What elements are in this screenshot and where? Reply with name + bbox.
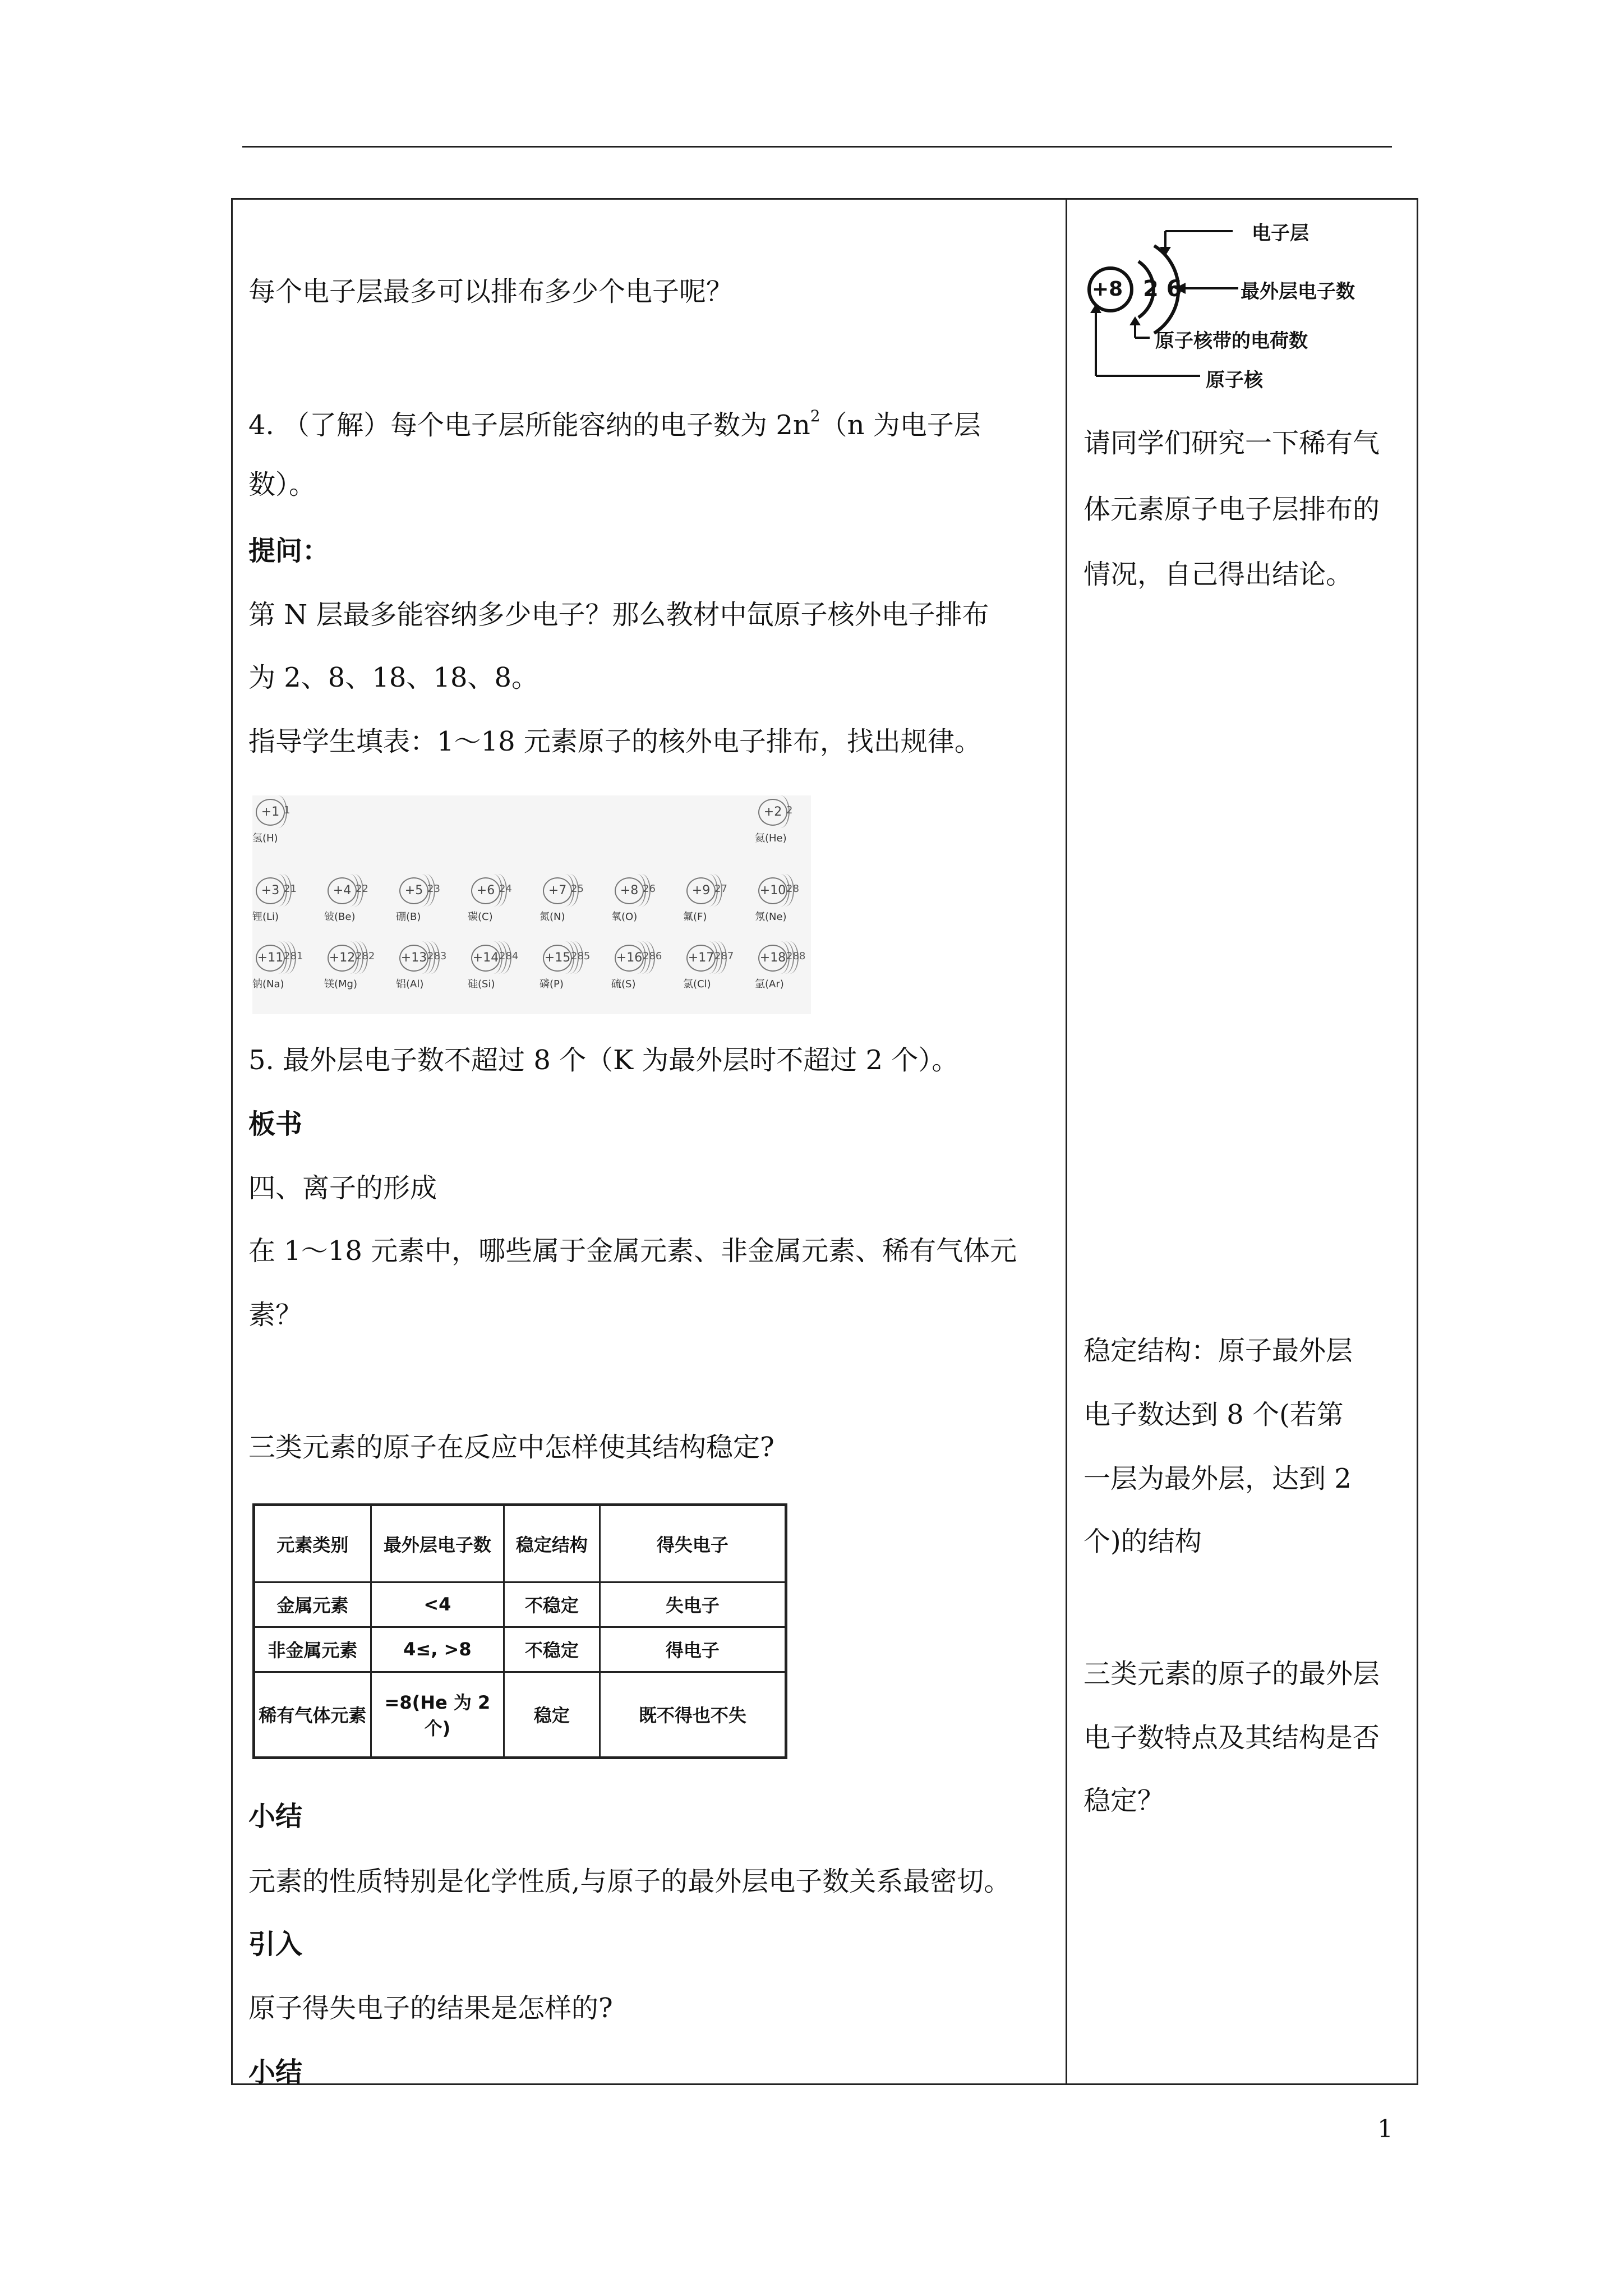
table-header: 元素类别 bbox=[254, 1505, 371, 1582]
atom-nucleus: +8 bbox=[615, 877, 644, 904]
question-element-types-line2: 素？ bbox=[248, 1299, 303, 1331]
atom-config: 2 bbox=[786, 804, 793, 816]
right-note-2-line4: 个)的结构 bbox=[1083, 1526, 1202, 1557]
page-number: 1 bbox=[1377, 2115, 1393, 2143]
atom-config: 283 bbox=[427, 950, 447, 962]
right-note-2-line3: 一层为最外层，达到 2 bbox=[1083, 1463, 1352, 1494]
atom-item bbox=[324, 941, 391, 993]
table-cell: 失电子 bbox=[600, 1582, 786, 1627]
diagram-label-shell: 电子层 bbox=[1252, 222, 1309, 245]
atom-name: 硼(B) bbox=[396, 911, 421, 923]
diagram-label-nucleus: 原子核 bbox=[1206, 369, 1263, 392]
atom-nucleus: +12 bbox=[328, 945, 357, 972]
table-cell: 既不得也不失 bbox=[600, 1672, 786, 1757]
right-note-1-line1: 请同学们研究一下稀有气 bbox=[1083, 427, 1380, 459]
table-cell: 不稳定 bbox=[504, 1627, 600, 1672]
atom-item bbox=[755, 941, 822, 993]
atom-item bbox=[252, 941, 320, 993]
heading-tiwen: 提问： bbox=[248, 535, 330, 567]
atom-config: 22 bbox=[356, 883, 368, 895]
atom-item bbox=[683, 874, 750, 926]
table-cell: 非金属元素 bbox=[254, 1627, 371, 1672]
diagram-shell-counts: 2 6 bbox=[1143, 276, 1182, 302]
atom-config: 24 bbox=[499, 883, 512, 895]
right-note-1-line2: 体元素原子电子层排布的 bbox=[1083, 494, 1380, 525]
diagram-nucleus-value: +8 bbox=[1092, 278, 1123, 301]
table-header: 得失电子 bbox=[600, 1505, 786, 1582]
heading-xiaojie-2: 小结 bbox=[248, 2056, 303, 2088]
question-n-shell-line1: 第 N 层最多能容纳多少电子？那么教材中氙原子核外电子排布 bbox=[248, 599, 989, 631]
atom-name: 锂(Li) bbox=[252, 911, 279, 923]
atom-nucleus: +13 bbox=[399, 945, 428, 972]
atom-item bbox=[324, 874, 391, 926]
question-gain-lose: 原子得失电子的结果是怎样的? bbox=[248, 1993, 613, 2024]
atom-config: 286 bbox=[643, 950, 662, 962]
atom-item bbox=[683, 941, 750, 993]
atom-config: 284 bbox=[499, 950, 519, 962]
atom-config: 25 bbox=[571, 883, 584, 895]
atom-config: 26 bbox=[643, 883, 656, 895]
atom-nucleus: +1 bbox=[256, 799, 285, 826]
column-divider bbox=[1066, 198, 1067, 2085]
atom-nucleus: +3 bbox=[256, 877, 285, 904]
atom-nucleus: +6 bbox=[471, 877, 500, 904]
atom-nucleus: +17 bbox=[686, 945, 716, 972]
atom-config: 285 bbox=[571, 950, 591, 962]
atom-name: 铝(Al) bbox=[396, 978, 424, 990]
atom-name: 氟(F) bbox=[683, 911, 707, 923]
atom-item bbox=[252, 795, 320, 847]
atom-config: 1 bbox=[284, 804, 291, 816]
atom-item bbox=[611, 874, 679, 926]
atom-item bbox=[611, 941, 679, 993]
atom-nucleus: +5 bbox=[399, 877, 428, 904]
atom-config: 288 bbox=[786, 950, 806, 962]
atom-nucleus: +15 bbox=[543, 945, 572, 972]
element-category-table bbox=[252, 1503, 787, 1759]
atom-nucleus: +16 bbox=[615, 945, 644, 972]
table-row bbox=[254, 1627, 786, 1672]
section-ion-formation: 四、离子的形成 bbox=[248, 1172, 437, 1204]
atom-config: 281 bbox=[284, 950, 303, 962]
table-cell: =8(He 为 2 个) bbox=[371, 1672, 504, 1757]
atom-nucleus: +11 bbox=[256, 945, 285, 972]
atom-nucleus: +7 bbox=[543, 877, 572, 904]
atom-nucleus: +9 bbox=[686, 877, 716, 904]
atom-structure-figure bbox=[252, 795, 811, 1014]
atom-nucleus: +18 bbox=[758, 945, 787, 972]
diagram-label-charge: 原子核带的电荷数 bbox=[1155, 330, 1308, 352]
table-cell: 稀有气体元素 bbox=[254, 1672, 371, 1757]
atom-config: 21 bbox=[284, 883, 297, 895]
atom-config: 27 bbox=[714, 883, 727, 895]
atom-name: 硫(S) bbox=[611, 978, 636, 990]
atom-name: 氦(He) bbox=[755, 832, 787, 844]
atom-nucleus: +14 bbox=[471, 945, 500, 972]
table-row bbox=[254, 1672, 786, 1757]
atom-nucleus: +10 bbox=[758, 877, 787, 904]
atom-config: 23 bbox=[427, 883, 440, 895]
guide-fill-table: 指导学生填表：1～18 元素原子的核外电子排布，找出规律。 bbox=[248, 726, 981, 757]
table-cell: 4≤, >8 bbox=[371, 1627, 504, 1672]
atom-item bbox=[396, 941, 463, 993]
heading-yinru: 引入 bbox=[248, 1929, 303, 1960]
atom-config: 28 bbox=[786, 883, 799, 895]
question-stabilize: 三类元素的原子在反应中怎样使其结构稳定? bbox=[248, 1432, 774, 1463]
atom-name: 氧(O) bbox=[611, 911, 638, 923]
atom-name: 氮(N) bbox=[540, 911, 565, 923]
right-note-3-line3: 稳定？ bbox=[1083, 1785, 1165, 1816]
question-element-types-line1: 在 1～18 元素中，哪些属于金属元素、非金属元素、稀有气体元 bbox=[248, 1235, 1017, 1267]
atom-name: 氯(Cl) bbox=[683, 978, 711, 990]
atom-item bbox=[396, 874, 463, 926]
atom-config: 282 bbox=[356, 950, 375, 962]
atom-name: 磷(P) bbox=[540, 978, 564, 990]
item-4-line2: 数）。 bbox=[248, 469, 316, 500]
atom-item bbox=[468, 874, 535, 926]
atom-name: 碳(C) bbox=[468, 911, 493, 923]
atom-item bbox=[755, 795, 822, 847]
atom-name: 铍(Be) bbox=[324, 911, 356, 923]
atom-item bbox=[755, 874, 822, 926]
atom-item bbox=[540, 874, 607, 926]
header-rule bbox=[242, 146, 1392, 148]
right-note-3-line1: 三类元素的原子的最外层 bbox=[1083, 1658, 1380, 1690]
right-note-2-line2: 电子数达到 8 个(若第 bbox=[1083, 1399, 1344, 1430]
right-note-2-line1: 稳定结构：原子最外层 bbox=[1083, 1335, 1353, 1366]
right-note-1-line3: 情况，自己得出结论。 bbox=[1083, 559, 1353, 590]
atom-config: 287 bbox=[714, 950, 734, 962]
diagram-label-outer: 最外层电子数 bbox=[1241, 280, 1355, 303]
table-cell: 得电子 bbox=[600, 1627, 786, 1672]
atom-item bbox=[252, 874, 320, 926]
heading-banshu: 板书 bbox=[248, 1108, 303, 1140]
lesson-table-frame bbox=[231, 198, 1418, 2085]
table-row bbox=[254, 1582, 786, 1627]
atom-name: 钠(Na) bbox=[252, 978, 284, 990]
heading-xiaojie: 小结 bbox=[248, 1801, 303, 1832]
atom-name: 硅(Si) bbox=[468, 978, 495, 990]
item-5: 5. 最外层电子数不超过 8 个（K 为最外层时不超过 2 个）。 bbox=[248, 1045, 959, 1076]
summary-text: 元素的性质特别是化学性质,与原子的最外层电子数关系最密切。 bbox=[248, 1866, 1011, 1897]
atom-nucleus: +4 bbox=[328, 877, 357, 904]
atom-name: 氩(Ar) bbox=[755, 978, 784, 990]
table-cell: 金属元素 bbox=[254, 1582, 371, 1627]
atom-nucleus: +2 bbox=[758, 799, 787, 826]
question-max-electrons: 每个电子层最多可以排布多少个电子呢？ bbox=[248, 276, 734, 307]
atom-item bbox=[540, 941, 607, 993]
table-header: 稳定结构 bbox=[504, 1505, 600, 1582]
table-cell: 不稳定 bbox=[504, 1582, 600, 1627]
table-cell: 稳定 bbox=[504, 1672, 600, 1757]
atom-name: 镁(Mg) bbox=[324, 978, 358, 990]
question-n-shell-line2: 为 2、8、18、18、8。 bbox=[248, 662, 539, 693]
table-header: 最外层电子数 bbox=[371, 1505, 504, 1582]
table-cell: <4 bbox=[371, 1582, 504, 1627]
atom-item bbox=[468, 941, 535, 993]
item-4-line1: 4. （了解）每个电子层所能容纳的电子数为 $2n^2(n$ 为电子层 bbox=[248, 407, 981, 441]
atom-name: 氢(H) bbox=[252, 832, 278, 844]
right-note-3-line2: 电子数特点及其结构是否 bbox=[1083, 1722, 1380, 1754]
atom-name: 氖(Ne) bbox=[755, 911, 787, 923]
